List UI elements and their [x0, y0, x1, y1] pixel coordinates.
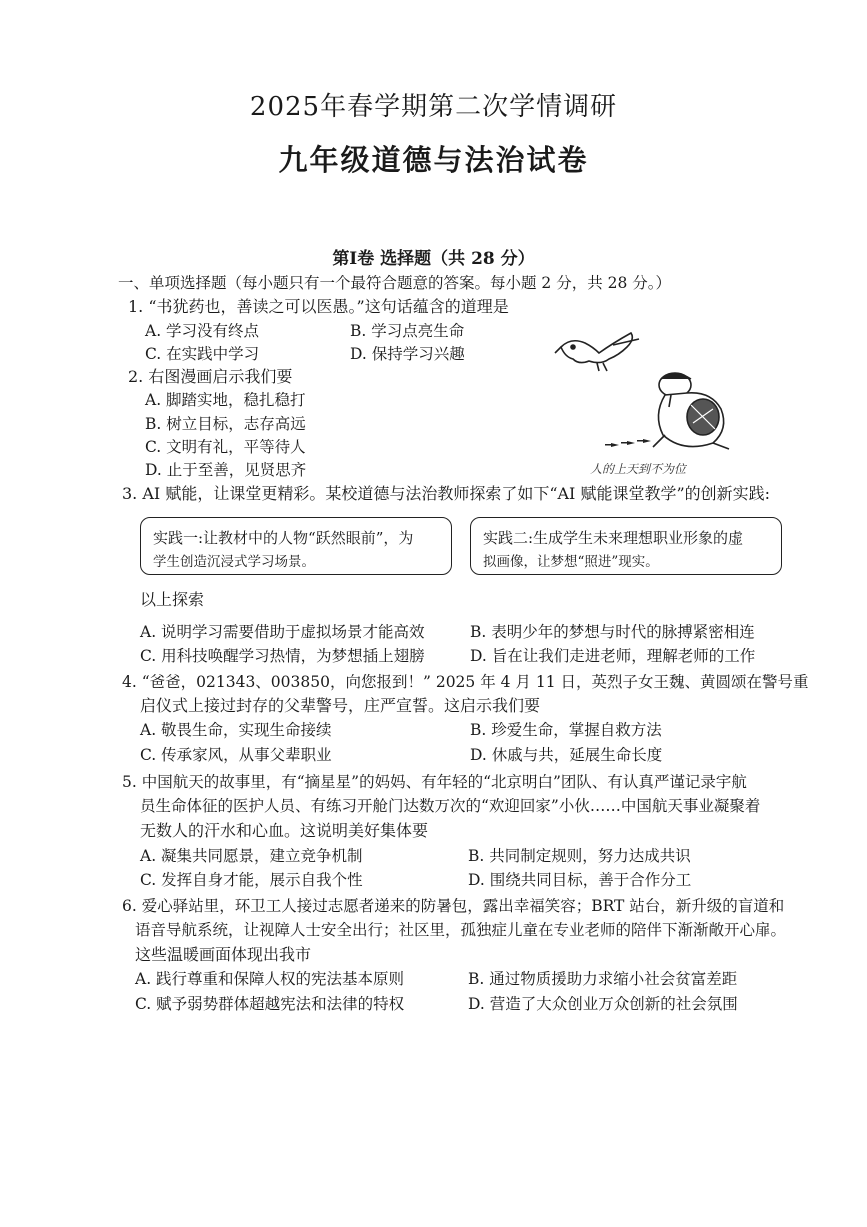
q2-stem: 2. 右图漫画启示我们要: [128, 367, 293, 386]
q3-option-c: C. 用科技唤醒学习热情，为梦想插上翅膀: [140, 647, 425, 665]
footprint-arrows: [605, 439, 651, 447]
section-instruction: 一、单项选择题（每小题只有一个最符合题意的答案。每小题 2 分，共 28 分。）: [118, 274, 672, 292]
practice-2-line-2: 拟画像，让梦想“照进”现实。: [483, 554, 659, 570]
q5-line-2: 员生命体征的医护人员、有练习开舱门达数万次的“欢迎回家”小伙……中国航天事业凝聚着: [140, 797, 761, 815]
q6-option-d: D. 营造了大众创业万众创新的社会氛围: [468, 995, 738, 1013]
bird-drawing: [555, 333, 639, 371]
cartoon-caption: 人的上天到不为位: [590, 462, 687, 476]
q5-line-1: 5. 中国航天的故事里，有“摘星星”的妈妈、有年轻的“北京明白”团队、有认真严谨记录宇航: [122, 773, 747, 791]
q1-stem: 1. “书犹药也，善读之可以医愚。”这句话蕴含的道理是: [128, 297, 509, 316]
practice-box-1: [140, 517, 452, 575]
q6-line-1: 6. 爱心驿站里，环卫工人接过志愿者递来的防暑包，露出幸福笑容；BRT 站台，新升级的盲道和: [122, 897, 785, 915]
figure-drawing: [653, 373, 729, 449]
q4-line-1: 4. “爸爸，021343、003850，向您报到！” 2025 年 4 月 11 日，英烈子女王魏、黄圆颂在警号重: [122, 673, 809, 691]
q4-option-d: D. 休戚与共，延展生命长度: [470, 746, 663, 764]
practice-1-line-2: 学生创造沉浸式学习场景。: [153, 554, 315, 570]
exam-subtitle: 九年级道德与法治试卷: [278, 143, 589, 177]
q1-option-a: A. 学习没有终点: [145, 322, 260, 340]
q6-option-a: A. 践行尊重和保障人权的宪法基本原则: [135, 970, 405, 988]
q5-option-c: C. 发挥自身才能，展示自我个性: [140, 871, 363, 889]
section-title: 第Ⅰ卷 选择题（共 28 分）: [332, 249, 535, 269]
q4-option-a: A. 敬畏生命，实现生命接续: [140, 721, 332, 739]
practice-1-line-1: 实践一:让教材中的人物“跃然眼前”，为: [153, 529, 414, 547]
q5-option-d: D. 围绕共同目标，善于合作分工: [468, 871, 692, 889]
q2-option-c: C. 文明有礼，平等待人: [145, 438, 306, 456]
q6-line-3: 这些温暖画面体现出我市: [135, 945, 312, 964]
q6-option-c: C. 赋予弱势群体超越宪法和法律的特权: [135, 995, 405, 1013]
q5-option-b: B. 共同制定规则，努力达成共识: [468, 847, 691, 865]
cartoon-illustration: [553, 325, 758, 475]
q4-line-2: 启仪式上接过封存的父辈警号，庄严宣誓。这启示我们要: [140, 696, 541, 715]
q3-stem: 3. AI 赋能，让课堂更精彩。某校道德与法治教师探索了如下“AI 赋能课堂教学”的创新实践:: [122, 484, 771, 503]
q1-option-c: C. 在实践中学习: [145, 345, 260, 363]
q3-option-b: B. 表明少年的梦想与时代的脉搏紧密相连: [470, 623, 755, 641]
q1-option-d: D. 保持学习兴趣: [350, 345, 465, 363]
q6-line-2: 语音导航系统，让视障人士安全出行；社区里，孤独症儿童在专业老师的陪伴下渐渐敞开心扉。: [135, 921, 787, 939]
practice-box-2: [470, 517, 782, 575]
q4-option-c: C. 传承家风，从事父辈职业: [140, 746, 332, 764]
q2-option-b: B. 树立目标，志存高远: [145, 415, 306, 433]
q2-option-d: D. 止于至善，见贤思齐: [145, 461, 307, 479]
q4-option-b: B. 珍爱生命，掌握自救方法: [470, 721, 662, 739]
q3-option-d: D. 旨在让我们走进老师，理解老师的工作: [470, 647, 756, 665]
q5-option-a: A. 凝集共同愿景，建立竞争机制: [140, 847, 363, 865]
q2-option-a: A. 脚踏实地，稳扎稳打: [145, 391, 306, 409]
q3-lead: 以上探索: [140, 590, 205, 609]
practice-2-line-1: 实践二:生成学生未来理想职业形象的虚: [483, 529, 744, 547]
q6-option-b: B. 通过物质援助力求缩小社会贫富差距: [468, 970, 738, 988]
q3-option-a: A. 说明学习需要借助于虚拟场景才能高效: [140, 623, 425, 641]
exam-title: 2025年春学期第二次学情调研: [249, 92, 618, 122]
q1-option-b: B. 学习点亮生命: [350, 322, 465, 340]
q5-line-3: 无数人的汗水和心血。这说明美好集体要: [140, 821, 429, 840]
